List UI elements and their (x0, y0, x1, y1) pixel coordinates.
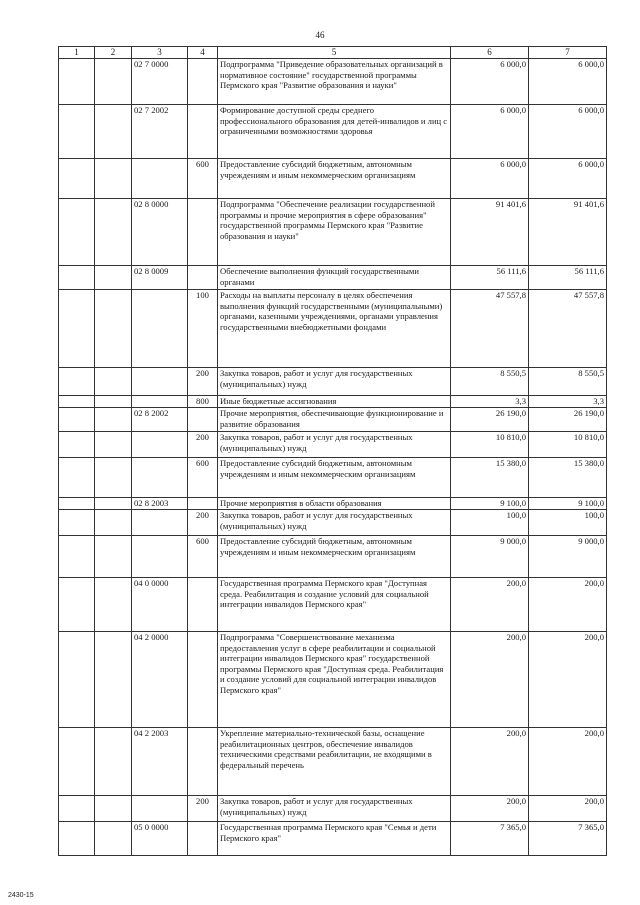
target-code-cell (132, 432, 188, 458)
item-name-cell: Прочие мероприятия в области образования (218, 498, 451, 510)
target-code-cell (132, 510, 188, 536)
item-name-cell: Закупка товаров, работ и услуг для государственных (муниципальных) нужд (218, 432, 451, 458)
amount-col6-cell: 100,0 (451, 510, 529, 536)
item-name-cell: Закупка товаров, работ и услуг для государственных (муниципальных) нужд (218, 796, 451, 822)
footer-code: 2430-15 (8, 892, 34, 899)
table-body (59, 59, 607, 856)
col-2-cell (95, 199, 132, 266)
header-row (59, 47, 607, 59)
item-name-cell: Расходы на выплаты персоналу в целях обеспечения выполнения функций государственными (муниципальными) органами, казенными учреждениями, органами управления государственными внебюджетными фондами (218, 290, 451, 368)
target-code-cell (132, 458, 188, 498)
table-row (59, 536, 607, 578)
amount-col7-cell: 15 380,0 (529, 458, 607, 498)
amount-col6-cell: 8 550,5 (451, 368, 529, 396)
table-row (59, 510, 607, 536)
header-cell-7: 7 (529, 47, 607, 59)
target-code-cell: 02 8 0009 (132, 266, 188, 290)
item-name-cell: Иные бюджетные ассигнования (218, 396, 451, 408)
expense-type-cell: 200 (188, 432, 218, 458)
header-cell-3: 3 (132, 47, 188, 59)
amount-col6-cell: 15 380,0 (451, 458, 529, 498)
col-2-cell (95, 822, 132, 856)
amount-col6-cell: 200,0 (451, 632, 529, 728)
table-row (59, 59, 607, 105)
budget-table (58, 46, 607, 856)
target-code-cell: 04 2 0000 (132, 632, 188, 728)
table-row (59, 728, 607, 796)
expense-type-cell (188, 498, 218, 510)
col-1-cell (59, 632, 95, 728)
target-code-cell: 02 8 2003 (132, 498, 188, 510)
col-2-cell (95, 290, 132, 368)
table-row (59, 105, 607, 159)
target-code-cell (132, 396, 188, 408)
target-code-cell: 04 2 2003 (132, 728, 188, 796)
header-cell-1: 1 (59, 47, 95, 59)
amount-col7-cell: 6 000,0 (529, 105, 607, 159)
amount-col7-cell: 9 100,0 (529, 498, 607, 510)
col-1-cell (59, 822, 95, 856)
expense-type-cell (188, 199, 218, 266)
item-name-cell: Закупка товаров, работ и услуг для государственных (муниципальных) нужд (218, 510, 451, 536)
amount-col7-cell: 7 365,0 (529, 822, 607, 856)
amount-col7-cell: 200,0 (529, 728, 607, 796)
target-code-cell (132, 368, 188, 396)
col-2-cell (95, 266, 132, 290)
target-code-cell (132, 796, 188, 822)
amount-col7-cell: 10 810,0 (529, 432, 607, 458)
col-1-cell (59, 458, 95, 498)
item-name-cell: Обеспечение выполнения функций государственными органами (218, 266, 451, 290)
amount-col7-cell: 3,3 (529, 396, 607, 408)
item-name-cell: Подпрограмма "Совершенствование механизма предоставления услуг в сфере реабилитации и социальной интеграции инвалидов Пермского края" государственной программы Пермского края "Доступная среда. Реабилитация и создание условий для социальной интеграции инвалидов Пермского края" (218, 632, 451, 728)
amount-col6-cell: 10 810,0 (451, 432, 529, 458)
expense-type-cell (188, 728, 218, 796)
item-name-cell: Подпрограмма "Обеспечение реализации государственной программы и прочие мероприятия в сфере образования" государственной программы Пермского края "Развитие образования и науки" (218, 199, 451, 266)
page-number: 46 (315, 30, 325, 40)
col-1-cell (59, 796, 95, 822)
target-code-cell (132, 290, 188, 368)
item-name-cell: Государственная программа Пермского края "Семья и дети Пермского края" (218, 822, 451, 856)
amount-col6-cell: 200,0 (451, 578, 529, 632)
col-2-cell (95, 408, 132, 432)
col-1-cell (59, 159, 95, 199)
col-1-cell (59, 266, 95, 290)
col-1-cell (59, 408, 95, 432)
table-row (59, 458, 607, 498)
col-2-cell (95, 368, 132, 396)
expense-type-cell (188, 59, 218, 105)
amount-col6-cell: 200,0 (451, 796, 529, 822)
table-row (59, 578, 607, 632)
table-row (59, 266, 607, 290)
col-1-cell (59, 578, 95, 632)
item-name-cell: Подпрограмма "Приведение образовательных организаций в нормативное состояние" государственной программы Пермского края "Развитие образования и науки" (218, 59, 451, 105)
amount-col7-cell: 56 111,6 (529, 266, 607, 290)
amount-col6-cell: 9 000,0 (451, 536, 529, 578)
col-1-cell (59, 59, 95, 105)
col-1-cell (59, 290, 95, 368)
expense-type-cell (188, 578, 218, 632)
table-row (59, 796, 607, 822)
header-cell-5: 5 (218, 47, 451, 59)
table-row (59, 432, 607, 458)
amount-col6-cell: 200,0 (451, 728, 529, 796)
amount-col7-cell: 200,0 (529, 632, 607, 728)
item-name-cell: Закупка товаров, работ и услуг для государственных (муниципальных) нужд (218, 368, 451, 396)
amount-col6-cell: 91 401,6 (451, 199, 529, 266)
expense-type-cell: 600 (188, 159, 218, 199)
expense-type-cell (188, 632, 218, 728)
header-cell-6: 6 (451, 47, 529, 59)
target-code-cell: 02 8 2002 (132, 408, 188, 432)
expense-type-cell: 800 (188, 396, 218, 408)
col-1-cell (59, 728, 95, 796)
table-row (59, 822, 607, 856)
amount-col7-cell: 200,0 (529, 796, 607, 822)
expense-type-cell (188, 266, 218, 290)
table-row (59, 396, 607, 408)
col-1-cell (59, 105, 95, 159)
amount-col7-cell: 47 557,8 (529, 290, 607, 368)
col-1-cell (59, 432, 95, 458)
item-name-cell: Предоставление субсидий бюджетным, автономным учреждениям и иным некоммерческим организациям (218, 536, 451, 578)
col-2-cell (95, 59, 132, 105)
target-code-cell: 02 7 0000 (132, 59, 188, 105)
amount-col6-cell: 6 000,0 (451, 59, 529, 105)
amount-col7-cell: 200,0 (529, 578, 607, 632)
item-name-cell: Формирование доступной среды среднего профессионального образования для детей-инвалидов и лиц с ограниченными возможностями здоровья (218, 105, 451, 159)
col-2-cell (95, 432, 132, 458)
expense-type-cell (188, 105, 218, 159)
col-2-cell (95, 105, 132, 159)
expense-type-cell (188, 822, 218, 856)
item-name-cell: Предоставление субсидий бюджетным, автономным учреждениям и иным некоммерческим организациям (218, 458, 451, 498)
col-1-cell (59, 498, 95, 510)
expense-type-cell: 600 (188, 536, 218, 578)
amount-col6-cell: 7 365,0 (451, 822, 529, 856)
amount-col7-cell: 26 190,0 (529, 408, 607, 432)
target-code-cell (132, 159, 188, 199)
col-2-cell (95, 536, 132, 578)
col-2-cell (95, 159, 132, 199)
header-cell-2: 2 (95, 47, 132, 59)
header-cell-4: 4 (188, 47, 218, 59)
amount-col7-cell: 100,0 (529, 510, 607, 536)
target-code-cell (132, 536, 188, 578)
target-code-cell: 05 0 0000 (132, 822, 188, 856)
amount-col6-cell: 3,3 (451, 396, 529, 408)
col-1-cell (59, 396, 95, 408)
col-1-cell (59, 368, 95, 396)
amount-col7-cell: 8 550,5 (529, 368, 607, 396)
table-row (59, 159, 607, 199)
item-name-cell: Прочие мероприятия, обеспечивающие функционирование и развитие образования (218, 408, 451, 432)
amount-col6-cell: 47 557,8 (451, 290, 529, 368)
table-row (59, 408, 607, 432)
col-2-cell (95, 796, 132, 822)
table-row (59, 290, 607, 368)
amount-col7-cell: 6 000,0 (529, 159, 607, 199)
expense-type-cell: 600 (188, 458, 218, 498)
expense-type-cell: 100 (188, 290, 218, 368)
col-1-cell (59, 199, 95, 266)
amount-col7-cell: 9 000,0 (529, 536, 607, 578)
expense-type-cell (188, 408, 218, 432)
amount-col6-cell: 9 100,0 (451, 498, 529, 510)
col-2-cell (95, 396, 132, 408)
table-row (59, 632, 607, 728)
item-name-cell: Государственная программа Пермского края "Доступная среда. Реабилитация и создание условий для социальной интеграции инвалидов Пермского края" (218, 578, 451, 632)
table-row (59, 199, 607, 266)
table-row (59, 498, 607, 510)
item-name-cell: Предоставление субсидий бюджетным, автономным учреждениям и иным некоммерческим организациям (218, 159, 451, 199)
table-row (59, 368, 607, 396)
amount-col6-cell: 26 190,0 (451, 408, 529, 432)
col-2-cell (95, 498, 132, 510)
col-1-cell (59, 536, 95, 578)
col-2-cell (95, 632, 132, 728)
amount-col7-cell: 91 401,6 (529, 199, 607, 266)
col-1-cell (59, 510, 95, 536)
col-2-cell (95, 578, 132, 632)
target-code-cell: 02 7 2002 (132, 105, 188, 159)
col-2-cell (95, 510, 132, 536)
amount-col6-cell: 56 111,6 (451, 266, 529, 290)
amount-col6-cell: 6 000,0 (451, 159, 529, 199)
expense-type-cell: 200 (188, 368, 218, 396)
amount-col6-cell: 6 000,0 (451, 105, 529, 159)
expense-type-cell: 200 (188, 510, 218, 536)
target-code-cell: 02 8 0000 (132, 199, 188, 266)
item-name-cell: Укрепление материально-технической базы, оснащение реабилитационных центров, обеспечение инвалидов техническими средствами реабилитации, не входящими в федеральный перечень (218, 728, 451, 796)
expense-type-cell: 200 (188, 796, 218, 822)
amount-col7-cell: 6 000,0 (529, 59, 607, 105)
target-code-cell: 04 0 0000 (132, 578, 188, 632)
col-2-cell (95, 728, 132, 796)
col-2-cell (95, 458, 132, 498)
